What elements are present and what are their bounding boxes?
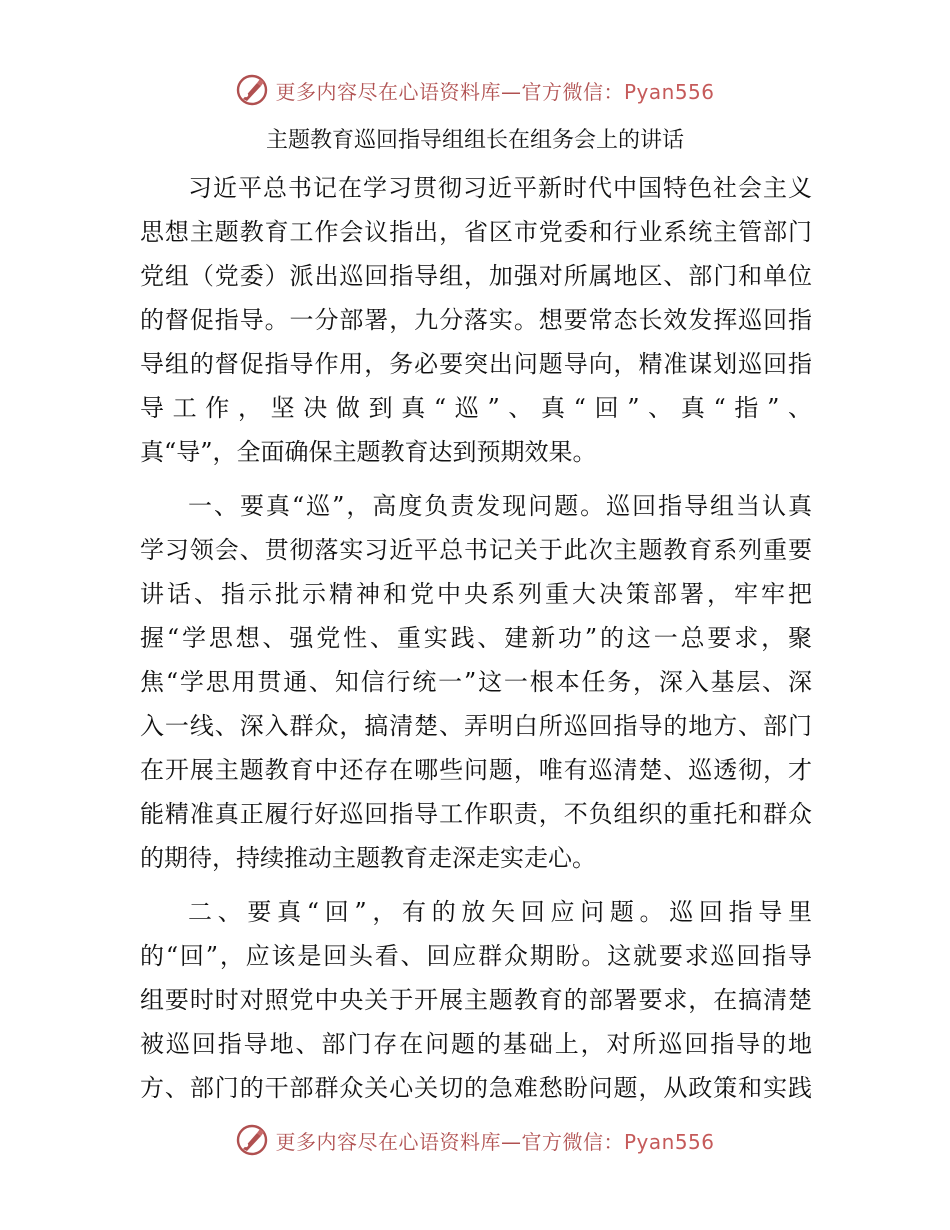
text-line: 入一线、深入群众，搞清楚、弄明白所巡回指导的地方、部门: [140, 712, 812, 740]
text-line: 被巡回指导地、部门存在问题的基础上，对所巡回指导的地: [140, 1030, 812, 1058]
watermark-text: 更多内容尽在心语资料库—官方微信：Pyan556: [275, 1129, 715, 1154]
text-line: 一、要真“巡”，高度负责发现问题。巡回指导组当认真: [188, 492, 812, 520]
text-line: 讲话、指示批示精神和党中央系列重大决策部署，牢牢把: [140, 580, 812, 608]
text-line: 的督促指导。一分部署，九分落实。想要常态长效发挥巡回指: [140, 306, 812, 334]
text-line: 导组的督促指导作用，务必要突出问题导向，精准谋划巡回指: [140, 350, 812, 378]
text-line: 的“回”，应该是回头看、回应群众期盼。这就要求巡回指导: [140, 942, 812, 970]
text-line: 二、要真“回”，有的放矢回应问题。巡回指导里: [188, 898, 812, 926]
document-pen-logo-icon: [235, 73, 269, 107]
watermark-banner-top: [0, 70, 950, 110]
paragraph: [140, 890, 812, 1110]
text-line: 习近平总书记在学习贯彻习近平新时代中国特色社会主义: [188, 174, 812, 202]
text-line: 焦“学思用贯通、知信行统一”这一根本任务，深入基层、深: [140, 668, 812, 696]
text-line: 学习领会、贯彻落实习近平总书记关于此次主题教育系列重要: [140, 536, 812, 564]
text-line: 握“学思想、强党性、重实践、建新功”的这一总要求，聚: [140, 624, 812, 652]
text-line: 的期待，持续推动主题教育走深走实走心。: [140, 844, 596, 872]
text-line: 思想主题教育工作会议指出，省区市党委和行业系统主管部门: [140, 218, 812, 246]
watermark-text: 更多内容尽在心语资料库—官方微信：Pyan556: [275, 79, 715, 104]
watermark-banner-bottom: [0, 1120, 950, 1160]
text-line: 党组（党委）派出巡回指导组，加强对所属地区、部门和单位: [140, 262, 812, 290]
text-line: 真“导”，全面确保主题教育达到预期效果。: [140, 438, 597, 466]
text-line: 在开展主题教育中还存在哪些问题，唯有巡清楚、巡透彻，才: [140, 756, 812, 784]
text-line: 方、部门的干部群众关心关切的急难愁盼问题，从政策和实践: [140, 1074, 812, 1102]
paragraph: [140, 166, 812, 474]
text-line: 能精准真正履行好巡回指导工作职责，不负组织的重托和群众: [140, 800, 812, 828]
paragraph: [140, 484, 812, 880]
text-line: 导工作，坚决做到真“巡”、真“回”、真“指”、: [140, 394, 812, 422]
document-pen-logo-icon: [235, 1123, 269, 1157]
page-title: 主题教育巡回指导组组长在组务会上的讲话: [265, 128, 684, 153]
document-body: [140, 166, 812, 1110]
text-line: 组要时时对照党中央关于开展主题教育的部署要求，在搞清楚: [140, 986, 812, 1014]
